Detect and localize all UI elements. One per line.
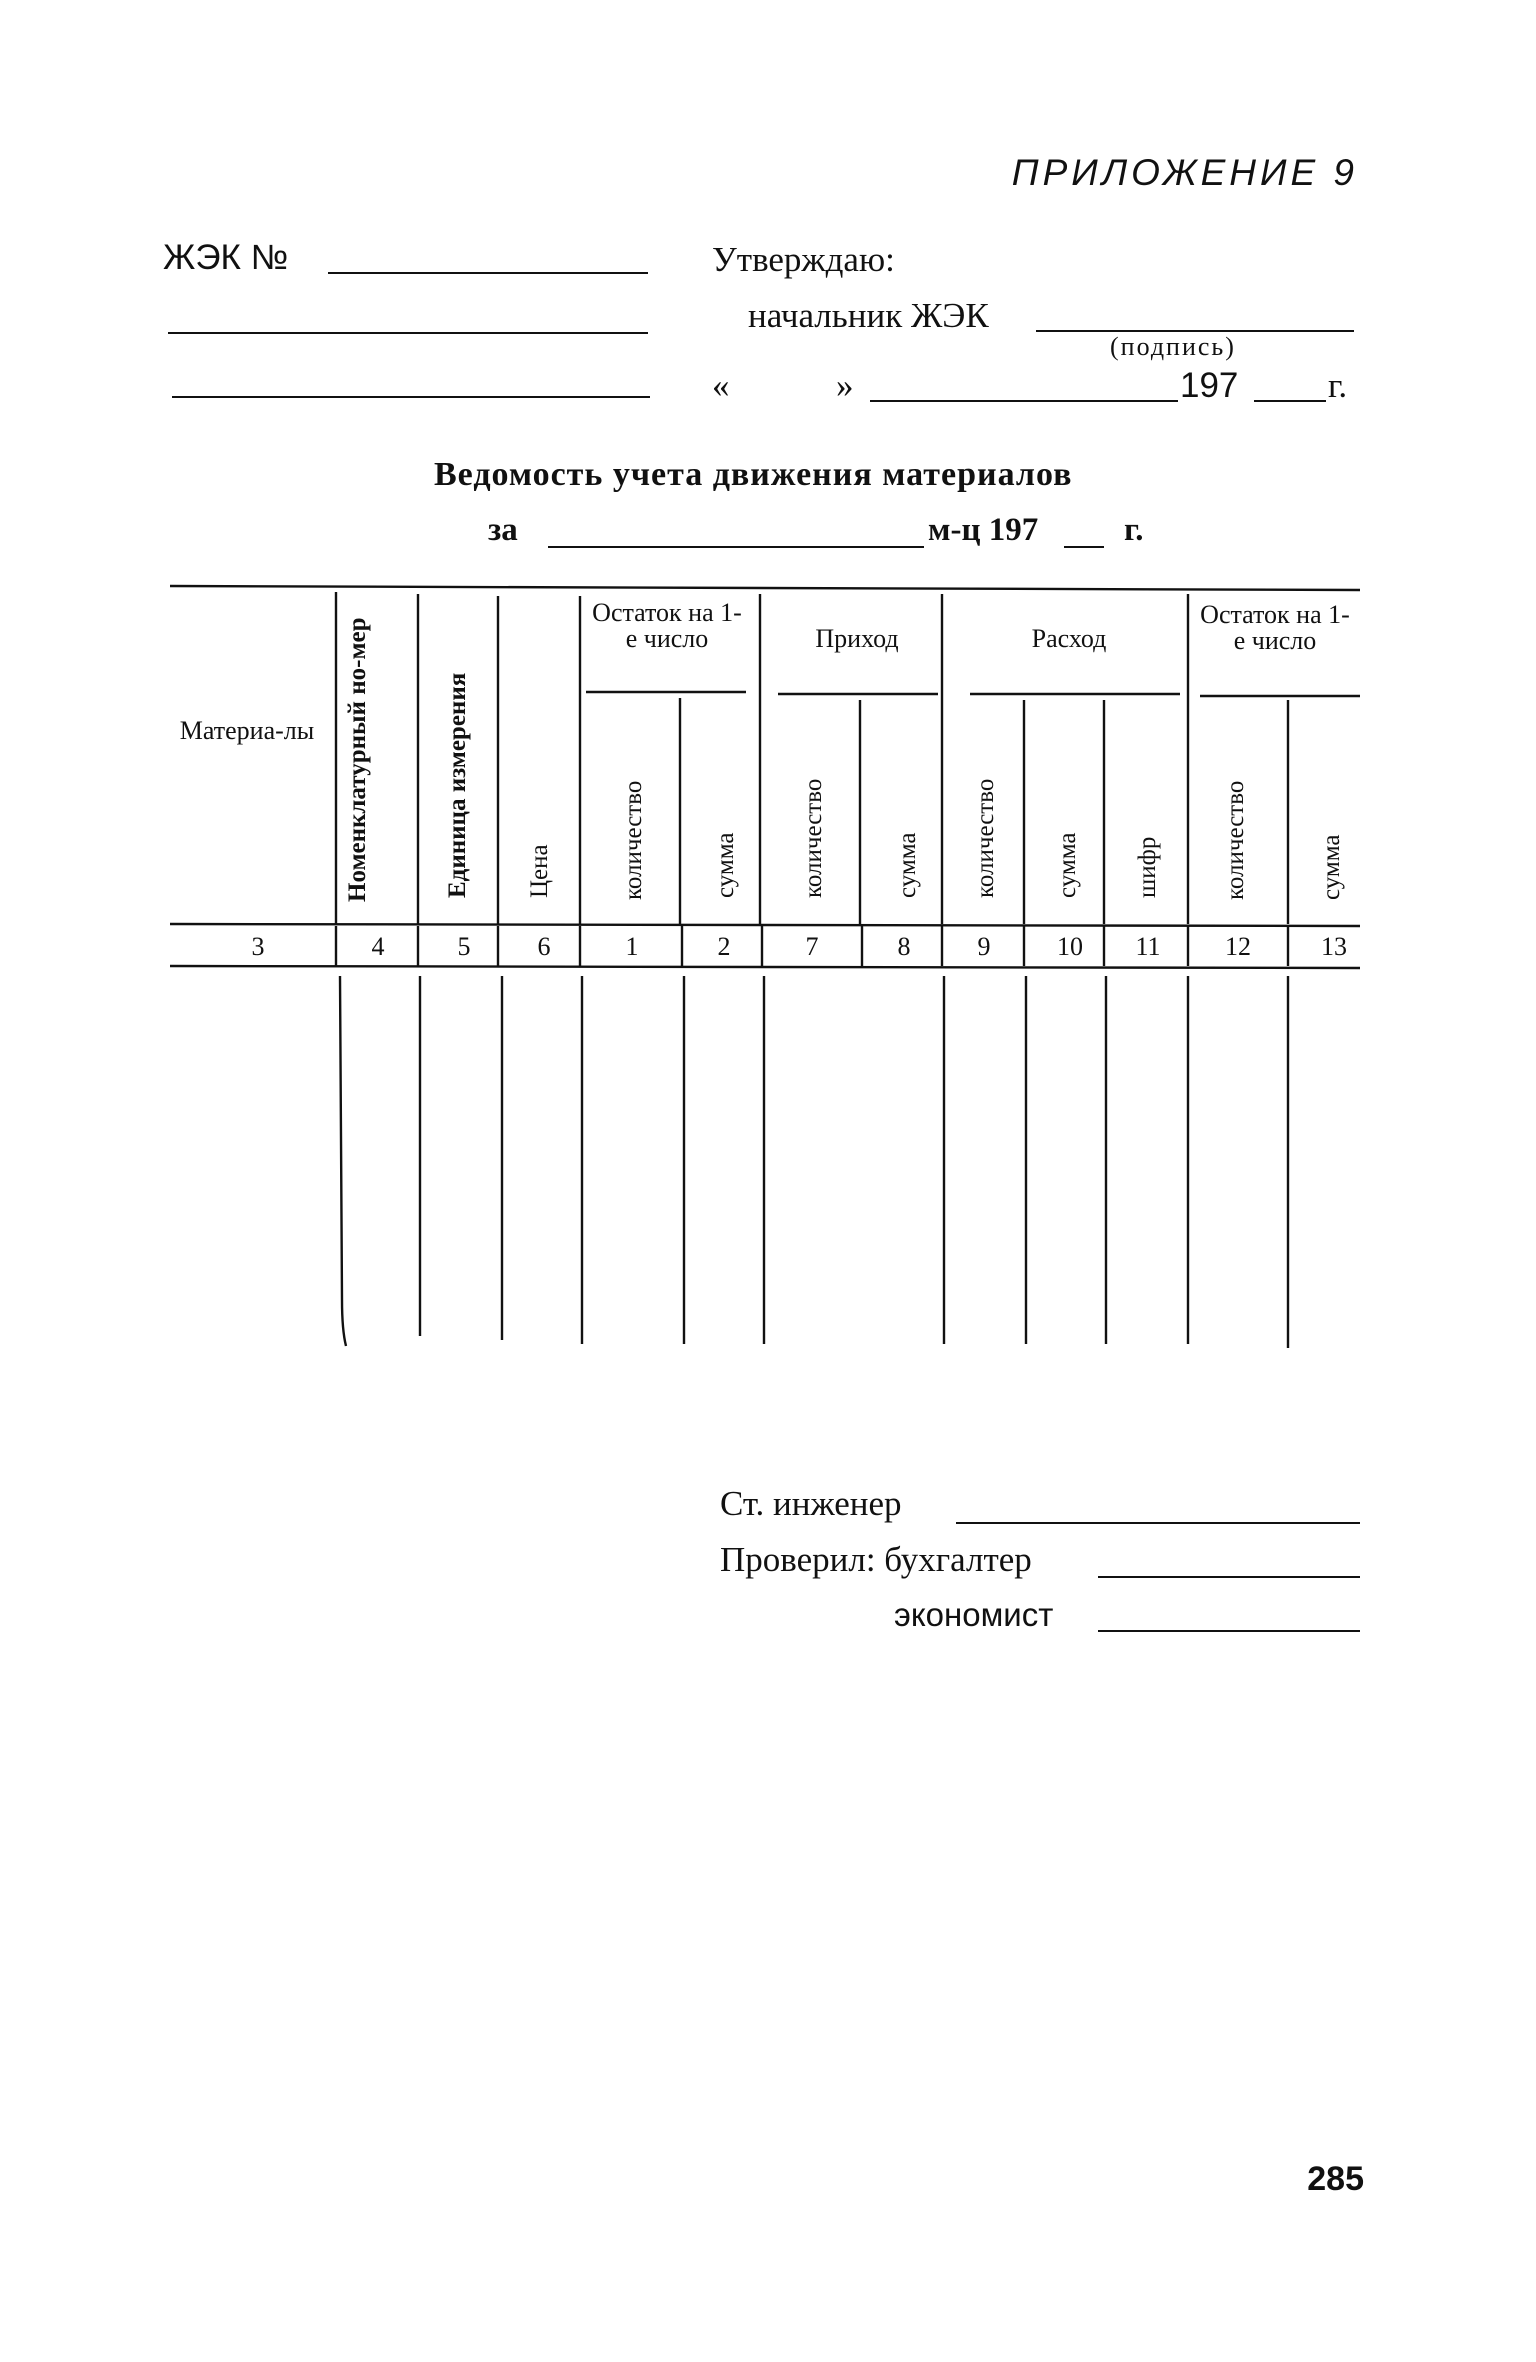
senior-engineer-label: Ст. инженер: [720, 1484, 902, 1523]
economist-label: экономист: [894, 1596, 1054, 1633]
income-quantity-header: количество: [800, 778, 827, 898]
body-col-line: [340, 976, 346, 1346]
approve-label: Утверждаю:: [712, 240, 895, 279]
closing-quantity-header: количество: [1222, 780, 1249, 900]
accountant-label: Проверил: бухгалтер: [720, 1540, 1032, 1579]
senior-engineer-line[interactable]: [956, 1522, 1360, 1524]
period-prefix: за: [488, 512, 518, 548]
year-suffix: г.: [1328, 366, 1348, 405]
table-top-rule: [170, 586, 1360, 590]
opening-sum-header: сумма: [712, 832, 739, 898]
column-number: 11: [1135, 932, 1161, 961]
statement-title: Ведомость учета движения материалов: [434, 456, 1073, 493]
date-month-line[interactable]: [870, 400, 1178, 402]
col-price-header: Цена: [526, 844, 553, 898]
column-number: 1: [625, 932, 639, 961]
col-nomenclature-header: Номенклатурный но-мер: [344, 617, 371, 902]
column-number: 13: [1321, 932, 1347, 961]
appendix-title: ПРИЛОЖЕНИЕ 9: [1011, 152, 1358, 193]
numbers-top-rule: [170, 924, 1360, 926]
page-number: 285: [1307, 2160, 1364, 2198]
blank-line-1[interactable]: [168, 332, 648, 334]
numbers-bottom-rule: [170, 966, 1360, 968]
col-unit-header: Единица измерения: [444, 672, 471, 898]
group-closing-header: Остаток на 1-е число: [1200, 600, 1350, 655]
column-number: 6: [537, 932, 551, 961]
period-suffix: г.: [1124, 512, 1144, 548]
column-number: 8: [897, 932, 911, 961]
zhek-number-line[interactable]: [328, 272, 648, 274]
column-number: 7: [805, 932, 819, 961]
expense-code-header: шифр: [1134, 836, 1161, 898]
period-year-line[interactable]: [1064, 546, 1104, 548]
group-expense-header: Расход: [1031, 624, 1107, 653]
blank-line-2[interactable]: [172, 396, 650, 398]
date-close-quote: »: [836, 366, 854, 405]
expense-quantity-header: количество: [972, 778, 999, 898]
year-prefix: 197: [1180, 366, 1239, 405]
column-number: 4: [371, 932, 385, 961]
column-number: 9: [977, 932, 991, 961]
group-opening-header: Остаток на 1-е число: [592, 598, 742, 653]
closing-sum-header: сумма: [1318, 834, 1345, 900]
column-number: 2: [717, 932, 731, 961]
column-number: 12: [1225, 932, 1251, 961]
column-number: 10: [1057, 932, 1083, 961]
accountant-line[interactable]: [1098, 1576, 1360, 1578]
zhek-label: ЖЭК №: [163, 238, 289, 277]
chief-label: начальник ЖЭК: [748, 296, 989, 335]
date-open-quote: «: [712, 366, 730, 405]
column-number: 3: [251, 932, 265, 961]
group-income-header: Приход: [815, 624, 899, 653]
expense-sum-header: сумма: [1054, 832, 1081, 898]
opening-quantity-header: количество: [620, 780, 647, 900]
col-materials-header: Материа-лы: [179, 716, 315, 745]
year-line[interactable]: [1254, 400, 1326, 402]
signature-caption: (подпись): [1110, 332, 1236, 361]
economist-line[interactable]: [1098, 1630, 1360, 1632]
period-month-line[interactable]: [548, 546, 924, 548]
income-sum-header: сумма: [894, 832, 921, 898]
column-number: 5: [457, 932, 471, 961]
period-month: м-ц 197: [928, 512, 1039, 548]
